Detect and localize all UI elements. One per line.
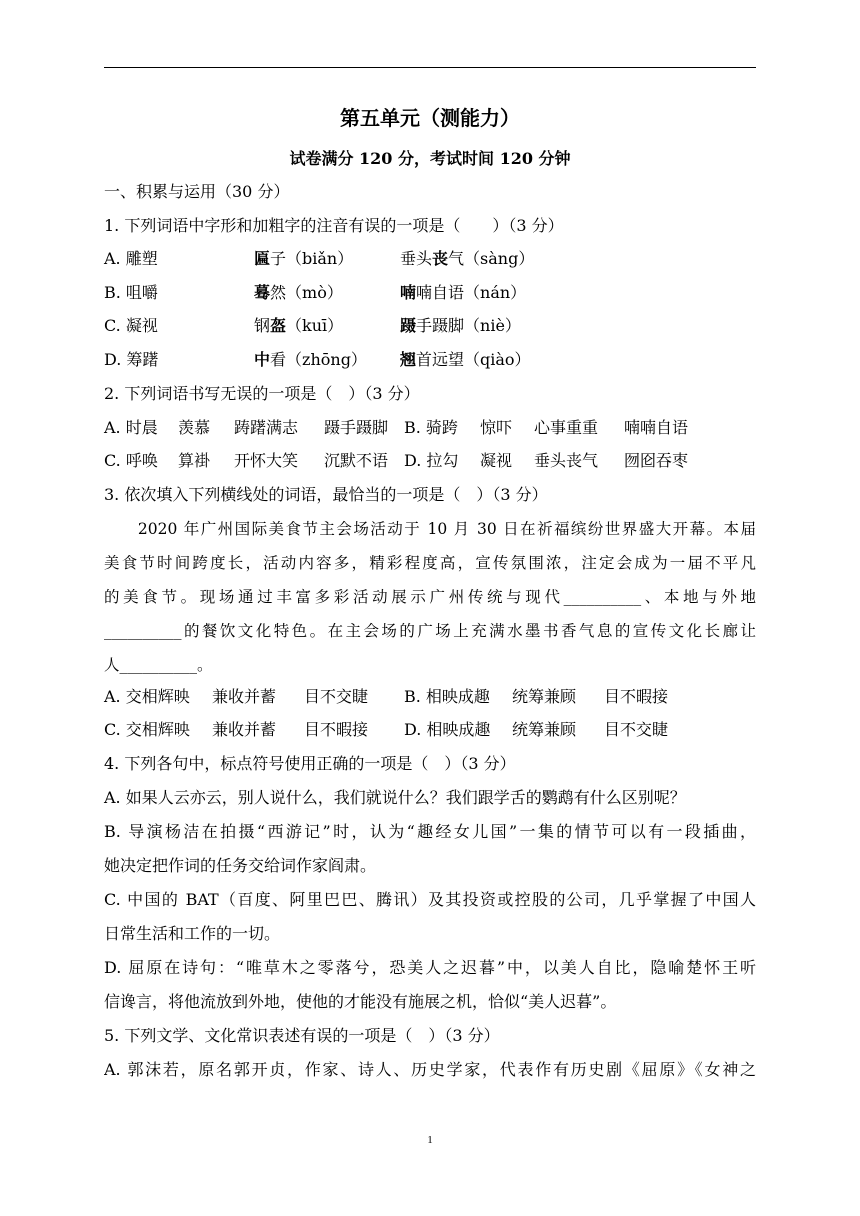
- question-4-option-b-cont: 她决定把作词的任务交给词作家阎肃。: [104, 856, 377, 875]
- question-1-option-c: C. 凝视 钢盔（kuī） 蹑手蹑脚（niè）: [104, 316, 521, 335]
- question-1-option-b: B. 咀嚼 蓦然（mò） 喃喃自语（nán）: [104, 283, 527, 302]
- question-5-option-a: A. 郭沫若，原名郭开贞，作家、诗人、历史学家，代表作有历史剧《屈原》《女神之: [104, 1060, 756, 1079]
- question-5-stem: 5. 下列文学、文化常识表述有误的一项是（ ）（3 分）: [104, 1026, 500, 1045]
- question-3-options-ab: A. 交相辉映 兼收并蓄 目不交睫 B. 相映成趣 统筹兼顾 目不暇接: [104, 687, 669, 706]
- question-4-option-b: B. 导演杨洁在拍摄“西游记”时，认为“趣经女儿国”一集的情节可以有一段插曲，: [104, 822, 756, 841]
- passage-line: 的美食节。现场通过丰富多彩活动展示广州传统与现代__________、本地与外地: [104, 588, 756, 606]
- passage-line: 2020 年广州国际美食节主会场活动于 10 月 30 日在祈福缤纷世界盛大开幕。本届: [104, 520, 756, 538]
- question-4-option-c-cont: 日常生活和工作的一切。: [104, 924, 281, 943]
- passage-line: __________的餐饮文化特色。在主会场的广场上充满水墨书香气息的宣传文化长廊让: [104, 622, 756, 640]
- question-3-options-cd: C. 交相辉映 兼收并蓄 目不暇接 D. 相映成趣 统筹兼顾 目不交睫: [104, 720, 669, 739]
- question-4-option-d: D. 屈原在诗句：“唯草木之零落兮，恐美人之迟暮”中，以美人自比，隐喻楚怀王听: [104, 958, 756, 977]
- question-4-option-c: C. 中国的 BAT（百度、阿里巴巴、腾讯）及其投资或控股的公司，几乎掌握了中国人: [104, 890, 756, 909]
- question-4-option-a: A. 如果人云亦云，别人说什么，我们就说什么？我们跟学舌的鹦鹉有什么区别呢？: [104, 788, 686, 807]
- question-4-option-d-cont: 信谗言，将他流放到外地，使他的才能没有施展之机，恰似“美人迟暮”。: [104, 992, 617, 1011]
- section-heading: 一、积累与运用（30 分）: [104, 182, 290, 201]
- question-2-options-ab: A. 时晨 羡慕 踌躇满志 蹑手蹑脚 B. 骑跨 惊吓 心事重重 喃喃自语: [104, 418, 689, 437]
- page-title: 第五单元（测能力）: [340, 106, 520, 130]
- question-1-option-d: D. 筹躇 中看（zhōng） 翘首远望（qiào）: [104, 350, 531, 369]
- question-1-option-a: A. 雕塑 匾子（biǎn） 垂头丧气（sàng）: [104, 249, 535, 268]
- question-2-stem: 2. 下列词语书写无误的一项是（ ）（3 分）: [104, 384, 420, 403]
- question-1-stem: 1. 下列词语中字形和加粗字的注音有误的一项是（ ）（3 分）: [104, 216, 564, 235]
- page-number: 1: [427, 1134, 433, 1146]
- question-2-options-cd: C. 呼唤 算褂 开怀大笑 沉默不语 D. 拉勾 凝视 垂头丧气 囫囵吞枣: [104, 451, 689, 470]
- question-4-stem: 4. 下列各句中，标点符号使用正确的一项是（ ）（3 分）: [104, 754, 516, 773]
- passage-line: 美食节时间跨度长，活动内容多，精彩程度高，宣传氛围浓，注定会成为一届不平凡: [104, 554, 756, 572]
- passage-line: 人__________。: [104, 656, 213, 674]
- header-rule: [104, 67, 756, 68]
- page-subtitle: 试卷满分 120 分，考试时间 120 分钟: [289, 149, 571, 168]
- question-3-stem: 3. 依次填入下列横线处的词语，最恰当的一项是（ ）（3 分）: [104, 485, 548, 504]
